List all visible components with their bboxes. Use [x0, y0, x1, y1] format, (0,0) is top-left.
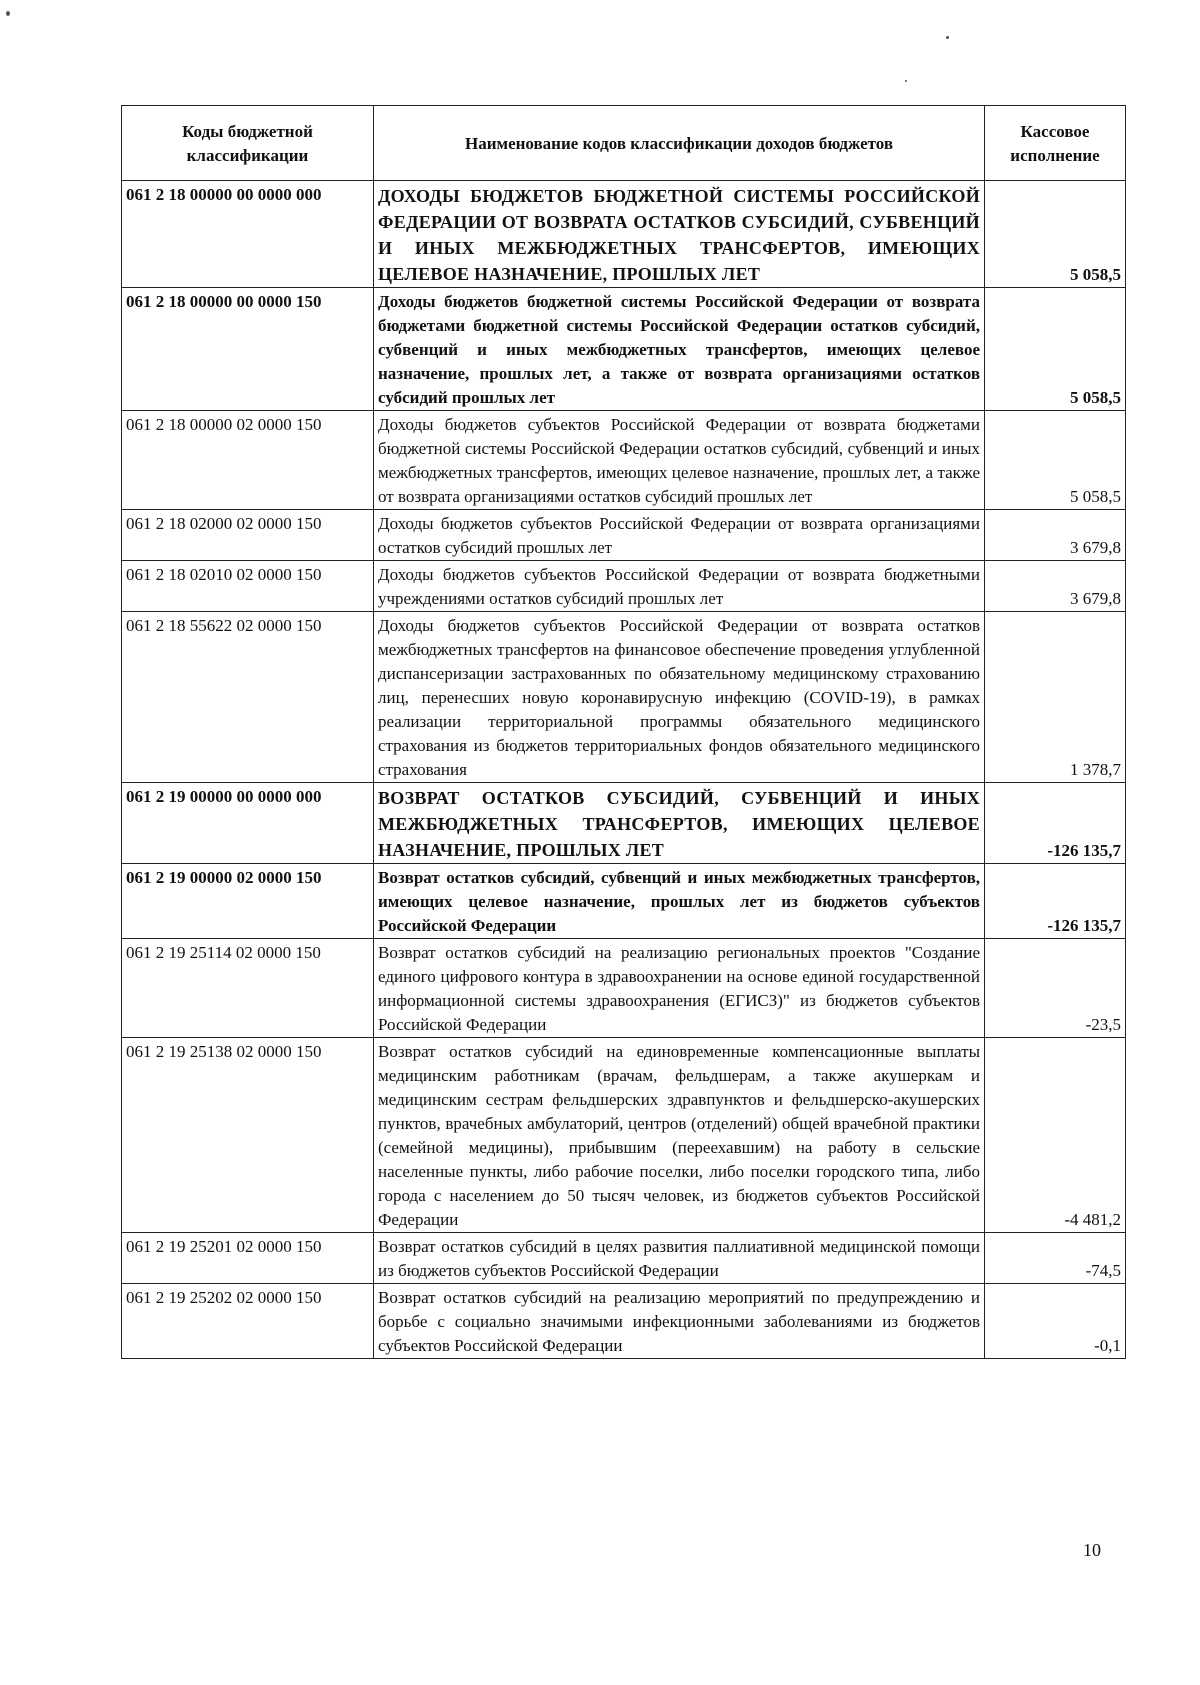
scan-speck: [905, 80, 907, 82]
cash-execution-value: -126 135,7: [985, 783, 1126, 864]
cash-execution-value: -74,5: [985, 1233, 1126, 1284]
table-row: [122, 939, 1126, 1038]
budget-name: Доходы бюджетов субъектов Российской Федерации от возврата организациями остатков субсидий прошлых лет: [374, 510, 985, 561]
table-row: [122, 864, 1126, 939]
budget-name: Возврат остатков субсидий в целях развития паллиативной медицинской помощи из бюджетов субъектов Российской Федерации: [374, 1233, 985, 1284]
budget-name: Возврат остатков субсидий на реализацию региональных проектов "Создание единого цифрового контура в здравоохранении на основе единой государственной информационной системы здравоохранения (ЕГИСЗ)" из бюджетов субъектов Российской Федерации: [374, 939, 985, 1038]
table-row: [122, 288, 1126, 411]
header-name: Наименование кодов классификации доходов бюджетов: [374, 106, 985, 181]
budget-code: 061 2 18 02000 02 0000 150: [122, 510, 374, 561]
table-row: [122, 1233, 1126, 1284]
budget-name: ДОХОДЫ БЮДЖЕТОВ БЮДЖЕТНОЙ СИСТЕМЫ РОССИЙСКОЙ ФЕДЕРАЦИИ ОТ ВОЗВРАТА ОСТАТКОВ СУБСИДИЙ, СУБВЕНЦИЙ И ИНЫХ МЕЖБЮДЖЕТНЫХ ТРАНСФЕРТОВ, ИМЕЮЩИХ ЦЕЛЕВОЕ НАЗНАЧЕНИЕ, ПРОШЛЫХ ЛЕТ: [374, 181, 985, 288]
budget-name: Доходы бюджетов субъектов Российской Федерации от возврата бюджетными учреждениями остатков субсидий прошлых лет: [374, 561, 985, 612]
budget-revenue-table: [121, 105, 1126, 1359]
budget-code: 061 2 19 00000 02 0000 150: [122, 864, 374, 939]
budget-code: 061 2 18 00000 00 0000 000: [122, 181, 374, 288]
header-value: Кассовое исполнение: [985, 106, 1126, 181]
page-number: 10: [1083, 1540, 1101, 1560]
budget-code: 061 2 19 25138 02 0000 150: [122, 1038, 374, 1233]
table-row: [122, 510, 1126, 561]
budget-code: 061 2 18 55622 02 0000 150: [122, 612, 374, 783]
budget-name: Возврат остатков субсидий на единовременные компенсационные выплаты медицинским работникам (врачам, фельдшерам, а также акушеркам и медицинским сестрам фельдшерских здравпунктов и фельдшерско-акушерских пунктов, врачебных амбулаторий, центров (отделений) общей врачебной практики (семейной медицины), прибывшим (переехавшим) на работу в сельские населенные пункты, либо рабочие поселки, либо поселки городского типа, либо города с населением до 50 тысяч человек, из бюджетов субъектов Российской Федерации: [374, 1038, 985, 1233]
cash-execution-value: 3 679,8: [985, 561, 1126, 612]
cash-execution-value: 5 058,5: [985, 288, 1126, 411]
table-row: [122, 561, 1126, 612]
cash-execution-value: -23,5: [985, 939, 1126, 1038]
budget-code: 061 2 18 02010 02 0000 150: [122, 561, 374, 612]
cash-execution-value: 3 679,8: [985, 510, 1126, 561]
table-row: [122, 1284, 1126, 1359]
scan-speck: [6, 11, 10, 16]
budget-name: Возврат остатков субсидий, субвенций и иных межбюджетных трансфертов, имеющих целевое назначение, прошлых лет из бюджетов субъектов Российской Федерации: [374, 864, 985, 939]
header-code: Коды бюджетной классификации: [122, 106, 374, 181]
cash-execution-value: -126 135,7: [985, 864, 1126, 939]
table-row: [122, 1038, 1126, 1233]
budget-code: 061 2 19 25114 02 0000 150: [122, 939, 374, 1038]
cash-execution-value: -0,1: [985, 1284, 1126, 1359]
budget-name: ВОЗВРАТ ОСТАТКОВ СУБСИДИЙ, СУБВЕНЦИЙ И ИНЫХ МЕЖБЮДЖЕТНЫХ ТРАНСФЕРТОВ, ИМЕЮЩИХ ЦЕЛЕВОЕ НАЗНАЧЕНИЕ, ПРОШЛЫХ ЛЕТ: [374, 783, 985, 864]
budget-code: 061 2 19 25202 02 0000 150: [122, 1284, 374, 1359]
cash-execution-value: 1 378,7: [985, 612, 1126, 783]
table-row: [122, 612, 1126, 783]
cash-execution-value: 5 058,5: [985, 181, 1126, 288]
budget-name: Доходы бюджетов субъектов Российской Федерации от возврата остатков межбюджетных трансфертов на финансовое обеспечение проведения углубленной диспансеризации застрахованных по обязательному медицинскому страхованию лиц, перенесших новую коронавирусную инфекцию (COVID-19), в рамках реализации территориальной программы обязательного медицинского страхования из бюджетов территориальных фондов обязательного медицинского страхования: [374, 612, 985, 783]
table-row: [122, 411, 1126, 510]
budget-code: 061 2 18 00000 02 0000 150: [122, 411, 374, 510]
budget-name: Доходы бюджетов субъектов Российской Федерации от возврата бюджетами бюджетной системы Российской Федерации остатков субсидий, субвенций и иных межбюджетных трансфертов, имеющих целевое назначение, прошлых лет, а также от возврата организациями остатков субсидий прошлых лет: [374, 411, 985, 510]
table-row: [122, 783, 1126, 864]
table-row: [122, 181, 1126, 288]
scan-speck: [946, 36, 949, 39]
budget-code: 061 2 19 25201 02 0000 150: [122, 1233, 374, 1284]
budget-name: Доходы бюджетов бюджетной системы Российской Федерации от возврата бюджетами бюджетной системы Российской Федерации остатков субсидий, субвенций и иных межбюджетных трансфертов, имеющих целевое назначение, прошлых лет, а также от возврата организациями остатков субсидий прошлых лет: [374, 288, 985, 411]
budget-code: 061 2 18 00000 00 0000 150: [122, 288, 374, 411]
budget-name: Возврат остатков субсидий на реализацию мероприятий по предупреждению и борьбе с социально значимыми инфекционными заболеваниями из бюджетов субъектов Российской Федерации: [374, 1284, 985, 1359]
budget-code: 061 2 19 00000 00 0000 000: [122, 783, 374, 864]
cash-execution-value: -4 481,2: [985, 1038, 1126, 1233]
table-header-row: [122, 106, 1126, 181]
cash-execution-value: 5 058,5: [985, 411, 1126, 510]
